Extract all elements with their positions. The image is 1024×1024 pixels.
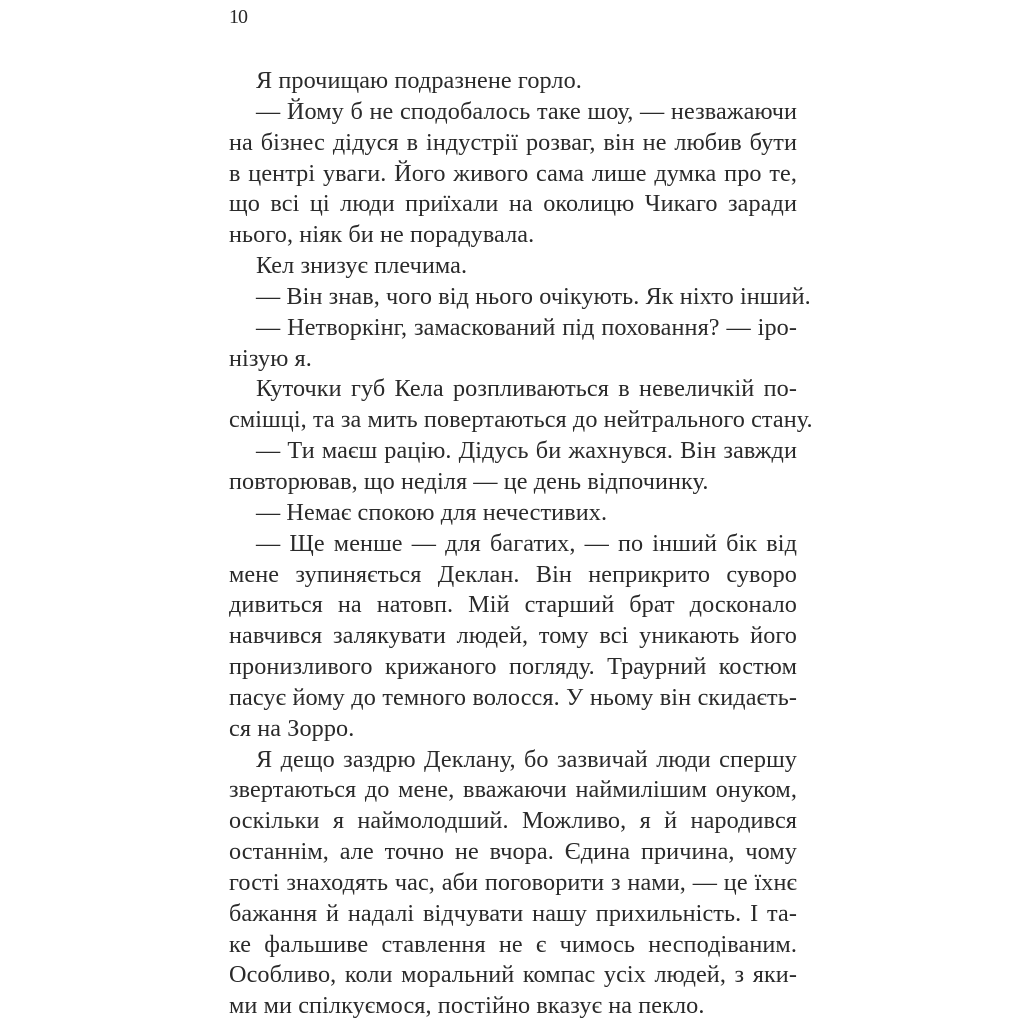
text-line: — Ти маєш рацію. Дідусь би жахнувся. Він завжди: [256, 437, 797, 465]
text-line: Я дещо заздрю Деклану, бо зазвичай люди спершу: [256, 745, 797, 773]
text-line: бажання й надалі відчувати нашу прихильність. І та-: [229, 899, 797, 927]
text-line: Куточки губ Кела розпливаються в невеличкій по-: [256, 375, 797, 403]
text-line: на бізнес дідуся в індустрії розваг, він не любив бути: [229, 128, 797, 156]
page-number: 10: [229, 6, 247, 28]
text-line: ке фальшиве ставлення не є чимось несподіваним.: [229, 930, 797, 958]
text-line: Особливо, коли моральний компас усіх людей, з яки-: [229, 961, 797, 989]
text-line: звертаються до мене, вважаючи наймилішим онуком,: [229, 776, 797, 804]
text-line: навчився залякувати людей, тому всі уникають його: [229, 622, 797, 650]
body-text: [229, 66, 813, 1022]
text-line: нього, ніяк би не порадувала.: [229, 221, 535, 249]
text-line: дивиться на натовп. Мій старший брат досконало: [229, 591, 797, 619]
text-line: — Він знав, чого від нього очікують. Як ніхто інший.: [256, 282, 811, 310]
text-line: оскільки я наймолодший. Можливо, я й народився: [229, 807, 797, 835]
text-line: ся на Зорро.: [229, 714, 355, 742]
text-line: повторював, що неділя — це день відпочинку.: [229, 467, 709, 495]
text-line: Кел знизує плечима.: [256, 252, 468, 280]
text-line: — Немає спокою для нечестивих.: [256, 498, 608, 526]
text-line: в центрі уваги. Його живого сама лише думка про те,: [229, 159, 797, 187]
text-line: пронизливого крижаного погляду. Траурний костюм: [229, 653, 797, 681]
text-line: що всі ці люди приїхали на околицю Чикаго заради: [229, 190, 797, 218]
text-line: нізую я.: [229, 344, 312, 372]
text-line: смішці, та за мить повертаються до нейтрального стану.: [229, 406, 813, 434]
text-line: останнім, але точно не вчора. Єдина причина, чому: [229, 838, 797, 866]
text-line: пасує йому до темного волосся. У ньому він скидаєть-: [229, 683, 797, 711]
text-line: гості знаходять час, аби поговорити з нами, — це їхнє: [229, 868, 797, 896]
text-line: — Ще менше — для багатих, — по інший бік від: [256, 529, 797, 557]
text-line: Я прочищаю подразнене горло.: [256, 67, 582, 94]
text-line: — Йому б не сподобалось таке шоу, — незважаючи: [256, 97, 797, 125]
text-line: — Нетворкінг, замаскований під поховання? — іро-: [256, 313, 797, 341]
text-line: ми ми спілкуємося, постійно вказує на пекло.: [229, 992, 705, 1020]
text-line: мене зупиняється Деклан. Він неприкрито суворо: [229, 560, 797, 588]
